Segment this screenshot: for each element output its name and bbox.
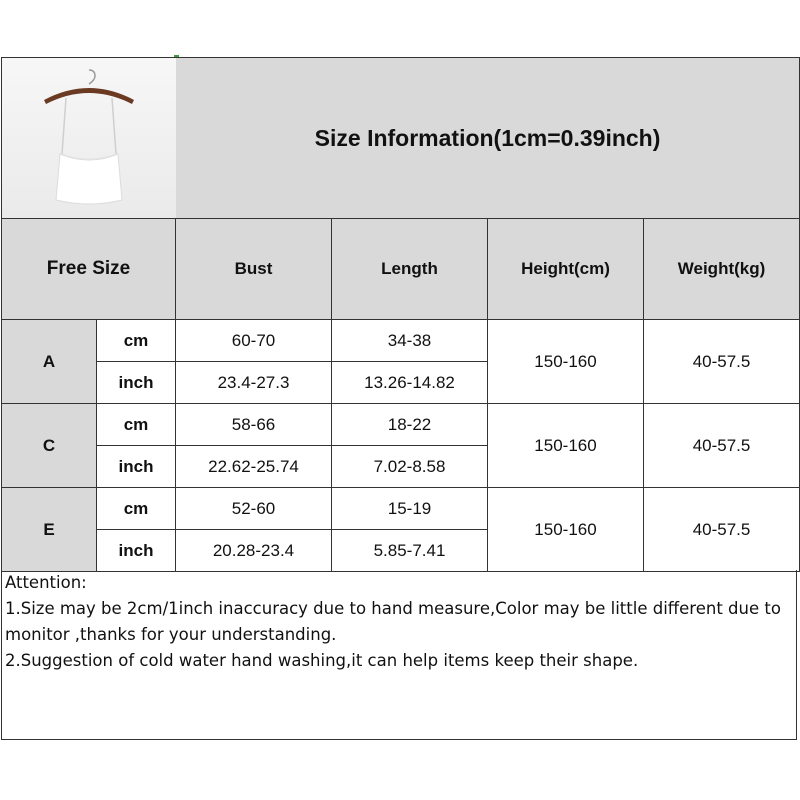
unit-label: inch <box>97 362 176 404</box>
bust-value: 20.28-23.4 <box>176 530 332 572</box>
attention-note-2: 2.Suggestion of cold water hand washing,it can help items keep their shape. <box>5 651 639 670</box>
bust-value: 22.62-25.74 <box>176 446 332 488</box>
header-row <box>2 219 800 320</box>
size-chart <box>0 57 800 742</box>
unit-label: cm <box>97 320 176 362</box>
camisole-image <box>2 58 176 218</box>
product-photo-cell <box>2 58 176 219</box>
height-value: 150-160 <box>488 404 644 488</box>
unit-label: inch <box>97 446 176 488</box>
height-header: Height(cm) <box>488 219 644 320</box>
attention-notes <box>1 570 797 740</box>
size-label: E <box>2 488 97 572</box>
table-row <box>2 320 800 362</box>
attention-heading: Attention: <box>5 573 87 592</box>
bust-value: 23.4-27.3 <box>176 362 332 404</box>
bust-header: Bust <box>176 219 332 320</box>
weight-header: Weight(kg) <box>644 219 800 320</box>
bust-value: 58-66 <box>176 404 332 446</box>
title-row <box>2 58 800 219</box>
weight-value: 40-57.5 <box>644 488 800 572</box>
bust-value: 52-60 <box>176 488 332 530</box>
weight-value: 40-57.5 <box>644 404 800 488</box>
product-photo <box>2 58 176 218</box>
attention-note-1: 1.Size may be 2cm/1inch inaccuracy due to hand measure,Color may be little different due to monitor ,thanks for your understanding. <box>5 599 781 644</box>
unit-label: cm <box>97 488 176 530</box>
bust-value: 60-70 <box>176 320 332 362</box>
table-title: Size Information(1cm=0.39inch) <box>176 58 800 219</box>
length-value: 13.26-14.82 <box>332 362 488 404</box>
length-value: 15-19 <box>332 488 488 530</box>
size-label: C <box>2 404 97 488</box>
height-value: 150-160 <box>488 320 644 404</box>
table-row <box>2 488 800 530</box>
unit-label: inch <box>97 530 176 572</box>
length-value: 7.02-8.58 <box>332 446 488 488</box>
free-size-header: Free Size <box>2 219 176 320</box>
table-row <box>2 404 800 446</box>
unit-label: cm <box>97 404 176 446</box>
weight-value: 40-57.5 <box>644 320 800 404</box>
length-value: 5.85-7.41 <box>332 530 488 572</box>
length-value: 34-38 <box>332 320 488 362</box>
length-header: Length <box>332 219 488 320</box>
length-value: 18-22 <box>332 404 488 446</box>
size-label: A <box>2 320 97 404</box>
size-table <box>1 57 800 572</box>
height-value: 150-160 <box>488 488 644 572</box>
